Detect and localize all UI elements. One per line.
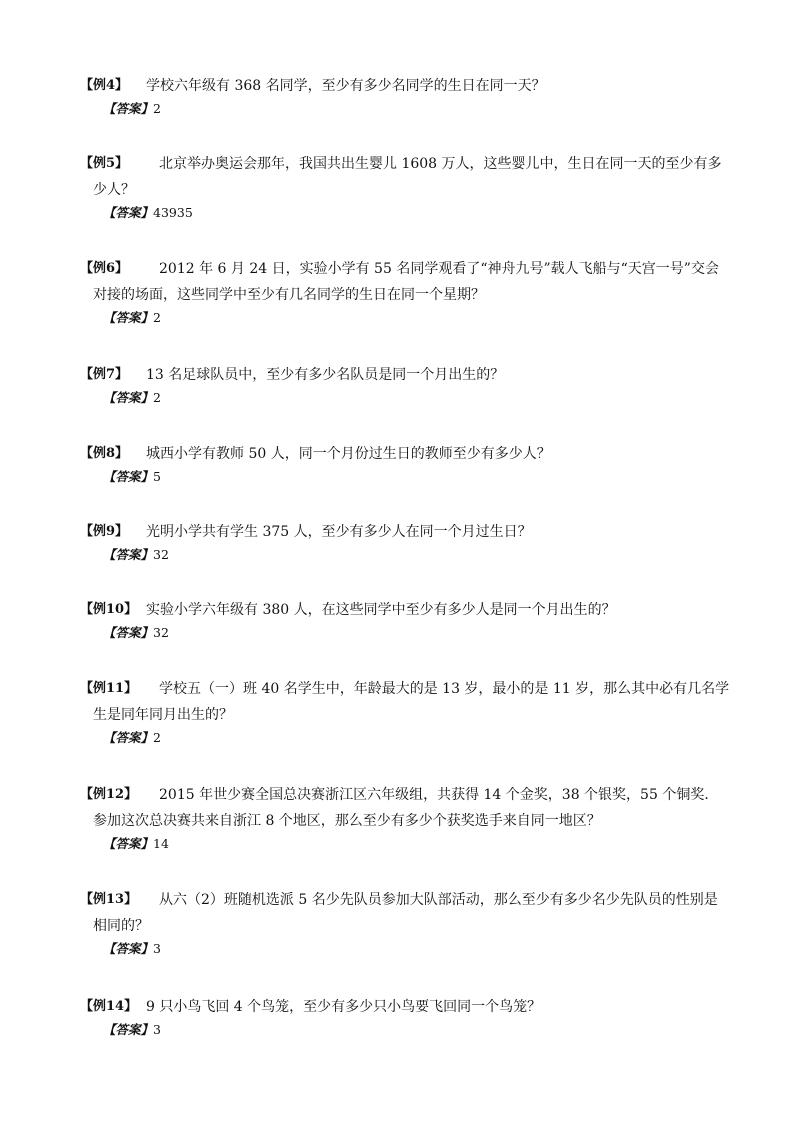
example-13 xyxy=(80,887,730,958)
answer-value: 43935 xyxy=(153,205,193,220)
example-8 xyxy=(80,441,730,486)
example-14 xyxy=(80,994,730,1039)
answer-row xyxy=(103,1021,730,1039)
answer-label: 【答案】 xyxy=(103,836,154,851)
example-11 xyxy=(80,676,730,747)
answer-value: 5 xyxy=(153,469,161,484)
question-text: 学校五（一）班 40 名学生中，年龄最大的是 13 岁，最小的是 11 岁，那么其中必有几名学生是同年同月出生的？ xyxy=(93,681,730,723)
answer-value: 14 xyxy=(153,836,169,851)
answer-label: 【答案】 xyxy=(103,390,154,405)
example-label: 【例13】 xyxy=(80,892,138,907)
answer-label: 【答案】 xyxy=(103,310,154,325)
answer-row xyxy=(103,729,730,747)
answer-row xyxy=(103,546,730,564)
answer-value: 32 xyxy=(153,625,169,640)
answer-row xyxy=(103,468,730,486)
question-text: 光明小学共有学生 375 人，至少有多少人在同一个月过生日？ xyxy=(146,524,532,540)
example-label: 【例6】 xyxy=(80,261,129,276)
example-10 xyxy=(80,597,730,642)
answer-label: 【答案】 xyxy=(103,547,154,562)
example-6 xyxy=(80,256,730,327)
answer-row xyxy=(103,940,730,958)
answer-row xyxy=(103,100,730,118)
example-5 xyxy=(80,151,730,222)
answer-row xyxy=(103,204,730,222)
answer-label: 【答案】 xyxy=(103,941,154,956)
answer-label: 【答案】 xyxy=(103,625,154,640)
answer-value: 2 xyxy=(153,310,161,325)
answer-value: 3 xyxy=(153,1022,161,1037)
answer-row xyxy=(103,624,730,642)
answer-row xyxy=(103,835,730,853)
answer-value: 3 xyxy=(153,941,161,956)
example-label: 【例10】 xyxy=(80,602,138,617)
example-4 xyxy=(80,73,730,118)
question-text: 13 名足球队员中，至少有多少名队员是同一个月出生的？ xyxy=(146,367,505,383)
answer-label: 【答案】 xyxy=(103,730,154,745)
question-text: 北京举办奥运会那年，我国共出生婴儿 1608 万人，这些婴儿中，生日在同一天的至少有多少人？ xyxy=(93,156,722,198)
example-9 xyxy=(80,519,730,564)
answer-row xyxy=(103,389,730,407)
example-label: 【例8】 xyxy=(80,446,129,461)
example-12 xyxy=(80,782,730,853)
question-text: 从六（2）班随机选派 5 名少先队员参加大队部活动，那么至少有多少名少先队员的性别是相同的？ xyxy=(93,892,718,934)
answer-label: 【答案】 xyxy=(103,1022,154,1037)
answer-label: 【答案】 xyxy=(103,205,154,220)
example-label: 【例14】 xyxy=(80,999,138,1014)
example-label: 【例4】 xyxy=(80,78,129,93)
answer-label: 【答案】 xyxy=(103,101,154,116)
example-label: 【例7】 xyxy=(80,367,129,382)
question-text: 学校六年级有 368 名同学，至少有多少名同学的生日在同一天？ xyxy=(146,78,546,94)
answer-value: 2 xyxy=(153,390,161,405)
question-text: 9 只小鸟飞回 4 个鸟笼，至少有多少只小鸟要飞回同一个鸟笼？ xyxy=(146,999,542,1015)
example-label: 【例12】 xyxy=(80,787,138,802)
question-text: 实验小学六年级有 380 人，在这些同学中至少有多少人是同一个月出生的？ xyxy=(146,602,616,618)
question-text: 2012 年 6 月 24 日，实验小学有 55 名同学观看了“神舟九号”载人飞船与“天宫一号”交会对接的场面，这些同学中至少有几名同学的生日在同一个星期？ xyxy=(93,261,719,303)
answer-row xyxy=(103,309,730,327)
answer-value: 32 xyxy=(153,547,169,562)
question-text: 2015 年世少赛全国总决赛浙江区六年级组，共获得 14 个金奖，38 个银奖，55 个铜奖．参加这次总决赛共来自浙江 8 个地区，那么至少有多少个获奖选手来自同一地区？ xyxy=(93,787,719,829)
example-label: 【例11】 xyxy=(80,681,138,696)
question-text: 城西小学有教师 50 人，同一个月份过生日的教师至少有多少人？ xyxy=(146,446,551,462)
example-label: 【例9】 xyxy=(80,524,129,539)
answer-value: 2 xyxy=(153,730,161,745)
example-label: 【例5】 xyxy=(80,156,129,171)
answer-label: 【答案】 xyxy=(103,469,154,484)
answer-value: 2 xyxy=(153,101,161,116)
example-7 xyxy=(80,362,730,407)
